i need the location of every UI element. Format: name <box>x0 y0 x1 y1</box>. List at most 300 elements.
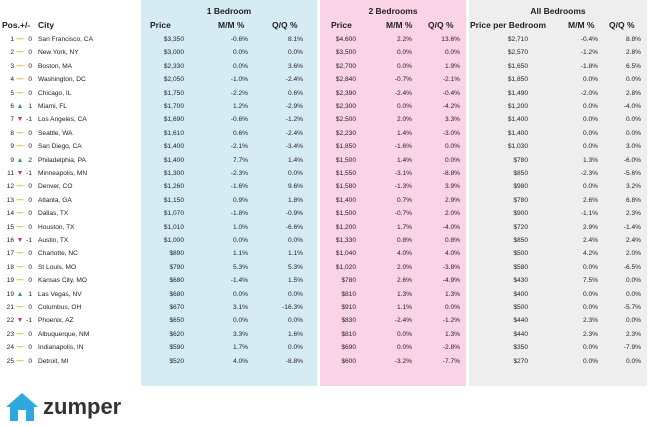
one-bedroom-qq-cell: 9.6% <box>287 183 303 191</box>
one-bedroom-qq-cell: 1.1% <box>287 250 303 258</box>
one-bedroom-mm-cell: -1.0% <box>230 76 248 84</box>
table-row <box>0 60 650 73</box>
rank-cell: 13 <box>6 196 14 204</box>
dash-icon: — <box>16 210 24 218</box>
table-row <box>0 140 650 153</box>
two-bedroom-qq-cell: 1.3% <box>444 290 460 298</box>
rank-change-cell: 0 <box>28 223 32 231</box>
table-row <box>0 301 650 314</box>
one-bedroom-price-cell: $1,400 <box>163 143 184 151</box>
rank-cell: 16 <box>6 237 14 244</box>
price-per-bedroom-cell: $780 <box>513 196 528 204</box>
one-bedroom-price-cell: $1,700 <box>163 103 184 110</box>
dash-icon: — <box>16 183 24 191</box>
city-cell: Los Angeles, CA <box>38 116 87 124</box>
rank-cell: 6 <box>10 103 14 110</box>
two-bedroom-price-cell: $910 <box>341 304 356 311</box>
city-cell: Denver, CO <box>38 183 73 191</box>
two-bedroom-price-cell: $1,580 <box>335 183 356 191</box>
all-bedroom-mm-cell: -1.2% <box>580 49 598 57</box>
dash-icon: — <box>16 76 24 84</box>
city-cell: Detroit, MI <box>38 357 69 365</box>
rank-change-cell: -1 <box>26 116 32 124</box>
all-bedroom-qq-cell: 6.8% <box>625 196 641 204</box>
two-bedroom-qq-cell: -4.2% <box>442 103 460 110</box>
one-bedroom-mm-cell: -2.1% <box>230 143 248 151</box>
price-per-bedroom-cell: $1,850 <box>507 76 528 84</box>
arrow-down-icon: ▼ <box>16 317 24 325</box>
one-bedroom-price-cell: $680 <box>169 277 184 285</box>
rank-change-cell: 0 <box>28 277 32 285</box>
two-bedroom-qq-cell: 2.9% <box>444 196 460 204</box>
city-cell: San Francisco, CA <box>38 36 93 43</box>
dash-icon: — <box>16 36 24 43</box>
table-row <box>0 261 650 274</box>
one-bedroom-mm-cell: 5.3% <box>232 263 248 271</box>
all-bedroom-mm-cell: 0.0% <box>582 129 598 137</box>
two-bedroom-price-cell: $2,300 <box>335 103 356 110</box>
city-cell: Charlotte, NC <box>38 250 78 258</box>
city-cell: Washington, DC <box>38 76 86 84</box>
price-per-bedroom-cell: $400 <box>513 290 528 298</box>
rank-cell: 25 <box>6 357 14 365</box>
all-bedroom-mm-cell: 0.0% <box>582 290 598 298</box>
table-row <box>0 33 650 46</box>
all-bedroom-qq-cell: 2.0% <box>625 250 641 258</box>
city-cell: Indianapolis, IN <box>38 344 84 352</box>
two-bedroom-mm-cell: -1.6% <box>394 143 412 151</box>
group-title-all-bedrooms: All Bedrooms <box>530 6 586 16</box>
rank-cell: 19 <box>6 290 14 298</box>
price-per-bedroom-cell: $1,200 <box>507 103 528 110</box>
arrow-up-icon: ▲ <box>16 103 24 110</box>
city-cell: Dallas, TX <box>38 210 69 218</box>
two-bedroom-mm-cell: 0.0% <box>396 330 412 338</box>
one-bedroom-price-cell: $680 <box>169 290 184 298</box>
one-bedroom-price-cell: $620 <box>169 330 184 338</box>
two-bedroom-price-cell: $4,600 <box>335 36 356 43</box>
price-per-bedroom-cell: $1,400 <box>507 129 528 137</box>
price-per-bedroom-cell: $900 <box>513 210 528 218</box>
dash-icon: — <box>16 357 24 365</box>
two-bedroom-mm-cell: 1.1% <box>396 304 412 311</box>
price-per-bedroom-cell: $270 <box>513 357 528 365</box>
arrow-up-icon: ▲ <box>16 156 24 164</box>
city-cell: Phoenix, AZ <box>38 317 74 325</box>
dash-icon: — <box>16 89 24 97</box>
zumper-logo <box>5 392 122 424</box>
rank-change-cell: 0 <box>28 250 32 258</box>
house-icon <box>5 392 39 422</box>
header-pos: Pos. <box>2 20 20 30</box>
two-bedroom-qq-cell: -8.8% <box>442 170 460 177</box>
two-bedroom-mm-cell: 0.8% <box>396 237 412 244</box>
all-bedroom-mm-cell: 0.0% <box>582 116 598 124</box>
table-row <box>0 154 650 167</box>
city-cell: Chicago, IL <box>38 89 72 97</box>
city-cell: Las Vegas, NV <box>38 290 82 298</box>
one-bedroom-price-cell: $1,070 <box>163 210 184 218</box>
two-bedroom-qq-cell: 0.0% <box>444 49 460 57</box>
two-bedroom-qq-cell: 0.0% <box>444 156 460 164</box>
all-bedroom-mm-cell: 2.9% <box>582 223 598 231</box>
one-bedroom-mm-cell: 0.0% <box>232 317 248 325</box>
table-row <box>0 127 650 140</box>
table-row <box>0 194 650 207</box>
rank-change-cell: 0 <box>28 62 32 70</box>
dash-icon: — <box>16 263 24 271</box>
dash-icon: — <box>16 62 24 70</box>
all-bedroom-mm-cell: -0.4% <box>580 36 598 43</box>
one-bedroom-mm-cell: 1.2% <box>232 103 248 110</box>
two-bedroom-mm-cell: 1.3% <box>396 290 412 298</box>
one-bedroom-mm-cell: 0.0% <box>232 49 248 57</box>
all-bedroom-qq-cell: -6.5% <box>623 263 641 271</box>
dash-icon: — <box>16 143 24 151</box>
rank-cell: 2 <box>10 49 14 57</box>
rank-change-cell: 0 <box>28 263 32 271</box>
price-per-bedroom-cell: $440 <box>513 317 528 325</box>
rank-cell: 17 <box>6 250 14 258</box>
one-bedroom-qq-cell: 3.6% <box>287 62 303 70</box>
one-bedroom-mm-cell: -1.6% <box>230 183 248 191</box>
all-bedroom-mm-cell: 2.3% <box>582 330 598 338</box>
one-bedroom-price-cell: $790 <box>169 263 184 271</box>
rank-cell: 21 <box>6 304 14 311</box>
dash-icon: — <box>16 277 24 285</box>
two-bedroom-qq-cell: 3.9% <box>444 183 460 191</box>
one-bedroom-mm-cell: 4.0% <box>232 357 248 365</box>
table-row <box>0 46 650 59</box>
table-row <box>0 207 650 220</box>
one-bedroom-mm-cell: 0.9% <box>232 196 248 204</box>
city-cell: Minneapolis, MN <box>38 170 88 177</box>
rank-cell: 23 <box>6 330 14 338</box>
city-cell: Philadelphia, PA <box>38 156 86 164</box>
city-cell: Houston, TX <box>38 223 75 231</box>
two-bedroom-mm-cell: 0.0% <box>396 103 412 110</box>
two-bedroom-mm-cell: -3.1% <box>394 170 412 177</box>
two-bedroom-mm-cell: -2.4% <box>394 317 412 325</box>
rank-cell: 24 <box>6 344 14 352</box>
city-cell: Seattle, WA <box>38 129 73 137</box>
rank-change-cell: 0 <box>28 330 32 338</box>
header-city: City <box>38 20 55 30</box>
two-bedroom-mm-cell: 2.6% <box>396 277 412 285</box>
two-bedroom-mm-cell: 0.0% <box>396 62 412 70</box>
two-bedroom-mm-cell: -2.4% <box>394 89 412 97</box>
two-bedroom-qq-cell: -4.0% <box>442 223 460 231</box>
all-bedroom-mm-cell: -2.3% <box>580 170 598 177</box>
rank-change-cell: 0 <box>28 143 32 151</box>
all-bedroom-qq-cell: 0.0% <box>625 317 641 325</box>
two-bedroom-qq-cell: -2.1% <box>442 76 460 84</box>
rank-change-cell: -1 <box>26 170 32 177</box>
group-title-2-bedrooms: 2 Bedrooms <box>368 6 418 16</box>
price-per-bedroom-cell: $430 <box>513 277 528 285</box>
rank-change-cell: 0 <box>28 304 32 311</box>
one-bedroom-qq-cell: 1.8% <box>287 196 303 204</box>
rank-change-cell: 1 <box>28 103 32 110</box>
city-cell: Austin, TX <box>38 237 69 244</box>
two-bedroom-price-cell: $1,200 <box>335 223 356 231</box>
one-bedroom-qq-cell: -6.6% <box>285 223 303 231</box>
one-bedroom-qq-cell: 1.5% <box>287 277 303 285</box>
one-bedroom-price-cell: $520 <box>169 357 184 365</box>
arrow-down-icon: ▼ <box>16 237 24 244</box>
one-bedroom-price-cell: $3,000 <box>163 49 184 57</box>
one-bedroom-price-cell: $1,000 <box>163 237 184 244</box>
price-per-bedroom-cell: $350 <box>513 344 528 352</box>
rank-cell: 5 <box>10 89 14 97</box>
all-bedroom-qq-cell: 0.0% <box>625 129 641 137</box>
rank-cell: 18 <box>6 263 14 271</box>
price-per-bedroom-cell: $1,030 <box>507 143 528 151</box>
two-bedroom-price-cell: $1,850 <box>335 143 356 151</box>
rank-cell: 8 <box>10 129 14 137</box>
all-bedroom-qq-cell: 2.8% <box>625 49 641 57</box>
city-cell: New York, NY <box>38 49 79 57</box>
table-row <box>0 113 650 126</box>
rank-change-cell: 0 <box>28 210 32 218</box>
two-bedroom-qq-cell: -7.7% <box>442 357 460 365</box>
one-bedroom-price-cell: $1,750 <box>163 89 184 97</box>
two-bedroom-price-cell: $810 <box>341 330 356 338</box>
two-bedroom-mm-cell: -3.2% <box>394 357 412 365</box>
all-bedroom-qq-cell: -1.4% <box>623 223 641 231</box>
price-per-bedroom-cell: $850 <box>513 170 528 177</box>
one-bedroom-mm-cell: -1.4% <box>230 277 248 285</box>
header-mm-1br: M/M % <box>218 20 245 30</box>
all-bedroom-qq-cell: -4.0% <box>623 103 641 110</box>
price-per-bedroom-cell: $1,400 <box>507 116 528 124</box>
two-bedroom-mm-cell: 2.2% <box>396 36 412 43</box>
two-bedroom-price-cell: $1,400 <box>335 196 356 204</box>
two-bedroom-price-cell: $1,330 <box>335 237 356 244</box>
two-bedroom-price-cell: $830 <box>341 317 356 325</box>
one-bedroom-price-cell: $590 <box>169 344 184 352</box>
one-bedroom-qq-cell: 0.0% <box>287 317 303 325</box>
all-bedroom-mm-cell: -1.8% <box>580 62 598 70</box>
header-mm-all: M/M % <box>568 20 595 30</box>
all-bedroom-qq-cell: 6.5% <box>625 62 641 70</box>
header-qq-2br: Q/Q % <box>428 20 454 30</box>
all-bedroom-mm-cell: 0.0% <box>582 263 598 271</box>
city-cell: Albuquerque, NM <box>38 330 90 338</box>
dash-icon: — <box>16 129 24 137</box>
one-bedroom-price-cell: $670 <box>169 304 184 311</box>
one-bedroom-qq-cell: -2.9% <box>285 103 303 110</box>
all-bedroom-mm-cell: 4.2% <box>582 250 598 258</box>
rank-change-cell: 0 <box>28 183 32 191</box>
city-cell: San Diego, CA <box>38 143 82 151</box>
one-bedroom-price-cell: $2,330 <box>163 62 184 70</box>
one-bedroom-mm-cell: 0.6% <box>232 129 248 137</box>
two-bedroom-mm-cell: -0.7% <box>394 76 412 84</box>
rank-change-cell: 0 <box>28 129 32 137</box>
two-bedroom-mm-cell: 2.0% <box>396 116 412 124</box>
one-bedroom-qq-cell: -0.9% <box>285 210 303 218</box>
all-bedroom-qq-cell: -5.7% <box>623 304 641 311</box>
one-bedroom-price-cell: $1,010 <box>163 223 184 231</box>
all-bedroom-qq-cell: -6.0% <box>623 156 641 164</box>
two-bedroom-qq-cell: -3.0% <box>442 129 460 137</box>
two-bedroom-qq-cell: 4.0% <box>444 250 460 258</box>
table-row <box>0 288 650 301</box>
table-row <box>0 355 650 368</box>
table-row <box>0 221 650 234</box>
all-bedroom-mm-cell: 0.0% <box>582 76 598 84</box>
all-bedroom-mm-cell: -1.1% <box>580 210 598 218</box>
two-bedroom-price-cell: $2,230 <box>335 129 356 137</box>
two-bedroom-price-cell: $2,700 <box>335 62 356 70</box>
header-mm-2br: M/M % <box>386 20 413 30</box>
rank-cell: 1 <box>10 36 14 43</box>
dash-icon: — <box>16 304 24 311</box>
price-per-bedroom-cell: $580 <box>513 263 528 271</box>
one-bedroom-mm-cell: -0.6% <box>230 36 248 43</box>
rank-change-cell: 0 <box>28 344 32 352</box>
two-bedroom-price-cell: $2,500 <box>335 116 356 124</box>
one-bedroom-qq-cell: 0.0% <box>287 344 303 352</box>
dash-icon: — <box>16 223 24 231</box>
city-cell: Miami, FL <box>38 103 67 110</box>
one-bedroom-qq-cell: -2.4% <box>285 76 303 84</box>
two-bedroom-qq-cell: -2.8% <box>442 344 460 352</box>
all-bedroom-mm-cell: 7.5% <box>582 277 598 285</box>
two-bedroom-mm-cell: -1.3% <box>394 183 412 191</box>
two-bedroom-price-cell: $3,500 <box>335 49 356 57</box>
all-bedroom-mm-cell: 0.0% <box>582 103 598 110</box>
city-cell: St Louis, MO <box>38 263 77 271</box>
one-bedroom-mm-cell: 1.1% <box>232 250 248 258</box>
rank-cell: 9 <box>10 143 14 151</box>
all-bedroom-qq-cell: 2.4% <box>625 237 641 244</box>
two-bedroom-mm-cell: 1.4% <box>396 156 412 164</box>
price-per-bedroom-cell: $1,490 <box>507 89 528 97</box>
one-bedroom-price-cell: $2,050 <box>163 76 184 84</box>
two-bedroom-price-cell: $780 <box>341 277 356 285</box>
one-bedroom-qq-cell: 1.6% <box>287 330 303 338</box>
two-bedroom-price-cell: $1,020 <box>335 263 356 271</box>
rank-cell: 3 <box>10 62 14 70</box>
rank-change-cell: 0 <box>28 49 32 57</box>
two-bedroom-price-cell: $2,390 <box>335 89 356 97</box>
table-row <box>0 274 650 287</box>
all-bedroom-mm-cell: -2.0% <box>580 89 598 97</box>
one-bedroom-price-cell: $1,300 <box>163 170 184 177</box>
rank-cell: 9 <box>10 156 14 164</box>
all-bedroom-mm-cell: 0.0% <box>582 344 598 352</box>
two-bedroom-mm-cell: 0.0% <box>396 49 412 57</box>
two-bedroom-mm-cell: 1.7% <box>396 223 412 231</box>
rank-cell: 14 <box>6 210 14 218</box>
table-row <box>0 100 650 113</box>
two-bedroom-qq-cell: -3.8% <box>442 263 460 271</box>
city-cell: Columbus, OH <box>38 304 82 311</box>
group-title-1-bedroom: 1 Bedroom <box>206 6 252 16</box>
two-bedroom-price-cell: $1,040 <box>335 250 356 258</box>
all-bedroom-mm-cell: 0.0% <box>582 143 598 151</box>
dash-icon: — <box>16 49 24 57</box>
one-bedroom-price-cell: $1,150 <box>163 196 184 204</box>
price-per-bedroom-cell: $2,570 <box>507 49 528 57</box>
one-bedroom-mm-cell: 0.0% <box>232 62 248 70</box>
table-row <box>0 87 650 100</box>
header-qq-1br: Q/Q % <box>272 20 298 30</box>
one-bedroom-mm-cell: -0.6% <box>230 116 248 124</box>
table-row <box>0 328 650 341</box>
table-row <box>0 73 650 86</box>
one-bedroom-price-cell: $890 <box>169 250 184 258</box>
rank-change-cell: 0 <box>28 196 32 204</box>
all-bedroom-qq-cell: 2.3% <box>625 210 641 218</box>
all-bedroom-qq-cell: 0.0% <box>625 290 641 298</box>
all-bedroom-qq-cell: 8.8% <box>625 36 641 43</box>
two-bedroom-price-cell: $1,550 <box>335 170 356 177</box>
dash-icon: — <box>16 330 24 338</box>
city-cell: Atlanta, GA <box>38 196 72 204</box>
table-row <box>0 180 650 193</box>
one-bedroom-qq-cell: 0.0% <box>287 290 303 298</box>
one-bedroom-price-cell: $1,260 <box>163 183 184 191</box>
table-row <box>0 167 650 180</box>
rank-cell: 15 <box>6 223 14 231</box>
one-bedroom-mm-cell: 3.3% <box>232 330 248 338</box>
one-bedroom-qq-cell: 0.0% <box>287 237 303 244</box>
one-bedroom-price-cell: $3,350 <box>163 36 184 43</box>
one-bedroom-price-cell: $1,400 <box>163 156 184 164</box>
city-cell: Kansas City, MO <box>38 277 87 285</box>
all-bedroom-qq-cell: -7.9% <box>623 344 641 352</box>
one-bedroom-mm-cell: -1.8% <box>230 210 248 218</box>
arrow-up-icon: ▲ <box>16 290 24 298</box>
price-per-bedroom-cell: $500 <box>513 304 528 311</box>
one-bedroom-mm-cell: 3.1% <box>232 304 248 311</box>
one-bedroom-qq-cell: 0.0% <box>287 170 303 177</box>
arrow-down-icon: ▼ <box>16 170 24 177</box>
all-bedroom-qq-cell: 3.2% <box>625 183 641 191</box>
price-per-bedroom-cell: $2,710 <box>507 36 528 43</box>
table-row <box>0 341 650 354</box>
one-bedroom-qq-cell: -16.3% <box>282 304 303 311</box>
rank-cell: 19 <box>6 277 14 285</box>
one-bedroom-mm-cell: 1.0% <box>232 223 248 231</box>
one-bedroom-price-cell: $1,690 <box>163 116 184 124</box>
two-bedroom-qq-cell: -1.2% <box>442 317 460 325</box>
two-bedroom-price-cell: $810 <box>341 290 356 298</box>
two-bedroom-qq-cell: 13.6% <box>441 36 460 43</box>
rank-change-cell: -1 <box>26 317 32 325</box>
table-row <box>0 314 650 327</box>
rank-cell: 7 <box>10 116 14 124</box>
all-bedroom-mm-cell: 2.4% <box>582 237 598 244</box>
one-bedroom-mm-cell: -2.2% <box>230 89 248 97</box>
two-bedroom-qq-cell: 0.0% <box>444 304 460 311</box>
header-price-1br: Price <box>150 20 171 30</box>
rank-cell: 12 <box>6 183 14 191</box>
one-bedroom-price-cell: $650 <box>169 317 184 325</box>
all-bedroom-mm-cell: 1.3% <box>582 156 598 164</box>
dash-icon: — <box>16 250 24 258</box>
two-bedroom-mm-cell: 4.0% <box>396 250 412 258</box>
two-bedroom-mm-cell: 0.0% <box>396 344 412 352</box>
two-bedroom-qq-cell: -0.4% <box>442 89 460 97</box>
logo-text: zumper <box>43 394 122 419</box>
all-bedroom-qq-cell: 2.3% <box>625 330 641 338</box>
all-bedroom-qq-cell: 2.8% <box>625 89 641 97</box>
price-per-bedroom-cell: $500 <box>513 250 528 258</box>
